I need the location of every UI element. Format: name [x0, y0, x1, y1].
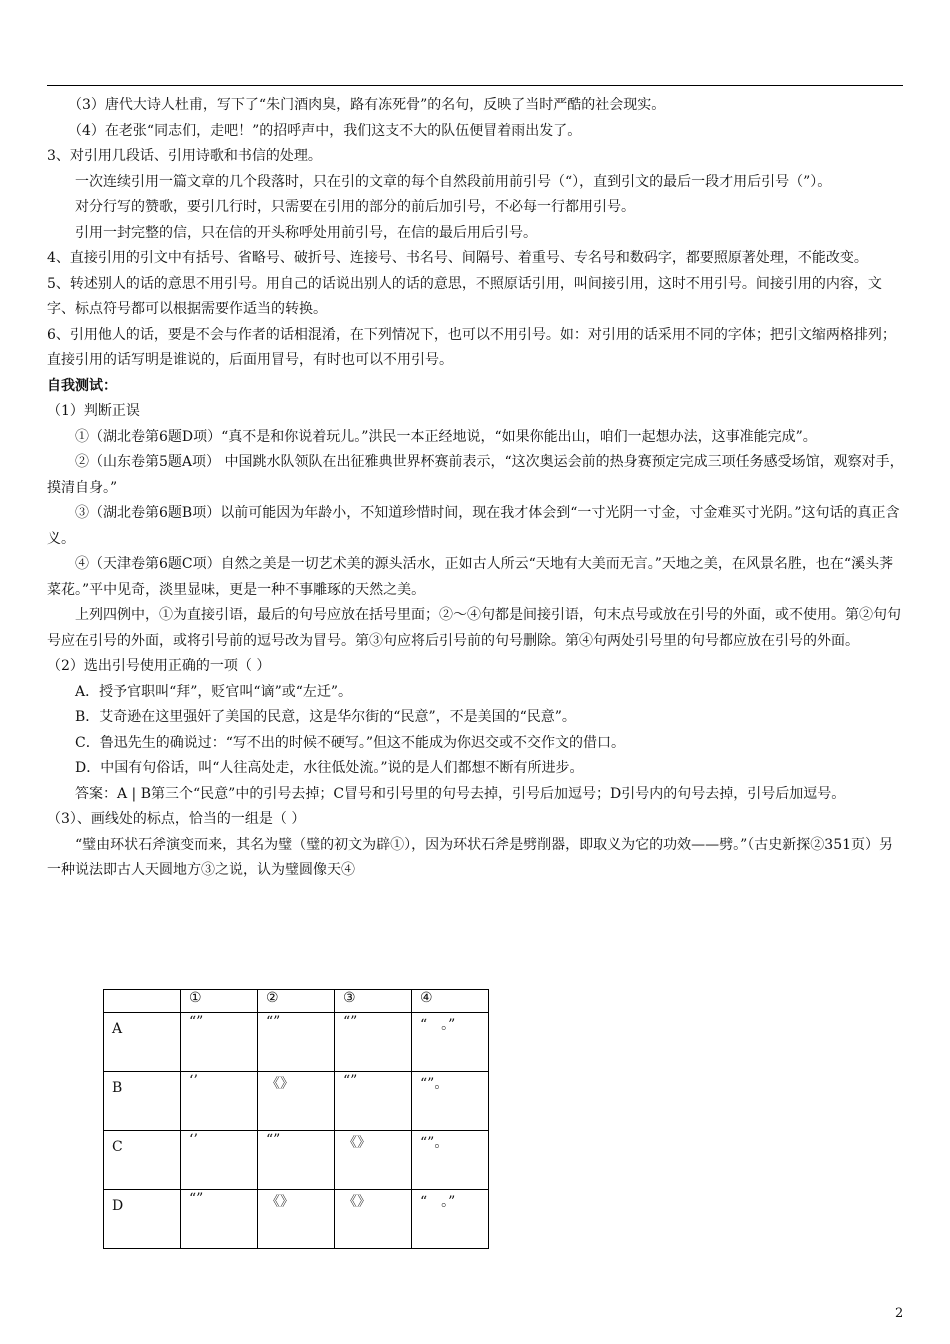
example-4: （4）在老张“同志们，走吧！”的招呼声中，我们这支不大的队伍便冒着雨出发了。: [68, 122, 582, 139]
q1-item-4: ④（天津卷第6题C项）自然之美是一切艺术美的源头活水，正如古人所云“天地有大美而无言。”天地之美，在风景名胜，也在“溪头荠菜花。”平中见奇，淡里显味，更是一种不事雕琢的天然之美。: [47, 556, 894, 598]
self-test-heading: 自我测试：: [47, 377, 117, 394]
table-header-cell: ①: [181, 990, 258, 1013]
table-header-row: [104, 990, 489, 1013]
paragraph-multi-segment: 一次连续引用一篇文章的几个段落时，只在引的文章的每个自然段前用前引号（“），直到引文的最后一段才用后引号（”）。: [75, 173, 832, 190]
table-cell: “”: [181, 1190, 258, 1249]
table-cell: 《》: [258, 1190, 335, 1249]
document-body: [47, 93, 905, 884]
q1-item-2: ②（山东卷第5题A项） 中国跳水队领队在出征雅典世界杯赛前表示，“这次奥运会前的热身赛预定完成三项任务感受场馆，观察对手，摸清自身。”: [47, 454, 904, 496]
table-header-cell: ③: [335, 990, 412, 1013]
table-cell: ‘’: [181, 1072, 258, 1131]
section-5: 5、转述别人的话的意思不用引号。用自己的话说出别人的话的意思，不照原话引用，叫间接引用，这时不用引号。间接引用的内容，文字、标点符号都可以根据需要作适当的转换。: [47, 275, 882, 317]
q1-explanation: 上列四例中，①为直接引语，最后的句号应放在括号里面；②～④句都是间接引语，句末点号或放在引号的外面，或不使用。第②句句号应在引号的外面，或将引号前的逗号改为冒号。第③句应将后引号前的句号删除。第④句两处引号里的句号都应放在引号的外面。: [47, 607, 901, 649]
table-header-cell: ④: [412, 990, 489, 1013]
header-rule: [47, 85, 903, 86]
table-header-cell: [104, 990, 181, 1013]
table-row: [104, 1072, 489, 1131]
row-label: B: [104, 1072, 181, 1131]
table-cell: “”: [335, 1013, 412, 1072]
q2-option-a: A．授予官职叫“拜”，贬官叫“谪”或“左迁”。: [75, 683, 353, 700]
q2-option-b: B．艾奇逊在这里强奸了美国的民意，这是华尔街的“民意”，不是美国的“民意”。: [75, 709, 576, 725]
q2-option-d: D．中国有句俗话，叫“人往高处走，水往低处流。”说的是人们都想不断有所进步。: [75, 760, 584, 776]
q3-passage: “璧由环状石斧演变而来，其名为璧（璧的初文为辟①），因为环状石斧是劈削器，即取义为它的功效——劈。”（古史新探②351页）另一种说法即古人天圆地方③之说，认为璧圆像天④: [47, 836, 894, 878]
table-cell: “”。: [412, 1131, 489, 1190]
table-cell: ‘’: [181, 1131, 258, 1190]
paragraph-letter: 引用一封完整的信，只在信的开头称呼处用前引号，在信的最后用后引号。: [75, 224, 537, 241]
table-cell: “”。: [412, 1072, 489, 1131]
page-number: 2: [895, 1306, 904, 1321]
row-label: A: [104, 1013, 181, 1072]
q3-heading: （3）、画线处的标点，恰当的一组是（ ）: [47, 811, 306, 827]
table-cell: “”: [258, 1131, 335, 1190]
table-cell: 《》: [335, 1190, 412, 1249]
table-row: [104, 1131, 489, 1190]
table-row: [104, 1013, 489, 1072]
table-cell: “ 。”: [412, 1013, 489, 1072]
table-cell: “”: [181, 1013, 258, 1072]
q1-item-1: ①（湖北卷第6题D项）“真不是和你说着玩儿。”洪民一本正经地说，“如果你能出山，咱们一起想办法，这事准能完成”。: [75, 428, 817, 445]
table-row: [104, 1190, 489, 1249]
section-3-heading: 3、对引用几段话、引用诗歌和书信的处理。: [47, 148, 322, 164]
q2-answer: 答案：A | B第三个“民意”中的引号去掉；C冒号和引号里的句号去掉，引号后加逗号；D引号内的句号去掉，引号后加逗号。: [75, 785, 846, 802]
table-cell: “ 。”: [412, 1190, 489, 1249]
paragraph-poem: 对分行写的赞歌，要引几行时，只需要在引用的部分的前后加引号，不必每一行都用引号。: [75, 199, 635, 215]
row-label: C: [104, 1131, 181, 1190]
example-3: （3）唐代大诗人杜甫，写下了“朱门酒肉臭，路有冻死骨”的名句，反映了当时严酷的社会现实。: [68, 97, 666, 113]
table-cell: 《》: [258, 1072, 335, 1131]
table-cell: “”: [258, 1013, 335, 1072]
table-cell: “”: [335, 1072, 412, 1131]
section-6: 6、引用他人的话，要是不会与作者的话相混淆，在下列情况下，也可以不用引号。如：对引用的话采用不同的字体；把引文缩两格排列；直接引用的话写明是谁说的，后面用冒号，有时也可以不用引号。: [47, 326, 896, 368]
table-header-cell: ②: [258, 990, 335, 1013]
q1-heading: （1）判断正误: [47, 403, 140, 419]
q2-option-c: C．鲁迅先生的确说过：“写不出的时候不硬写。”但这不能成为你迟交或不交作文的借口。: [75, 734, 626, 751]
options-table: [103, 989, 489, 1249]
table-cell: 《》: [335, 1131, 412, 1190]
q2-heading: （2）选出引号使用正确的一项（ ）: [47, 658, 271, 674]
row-label: D: [104, 1190, 181, 1249]
q1-item-3: ③（湖北卷第6题B项）以前可能因为年龄小，不知道珍惜时间，现在我才体会到“一寸光阴一寸金，寸金难买寸光阴。”这句话的真正含义。: [47, 505, 900, 547]
section-4: 4、直接引用的引文中有括号、省略号、破折号、连接号、书名号、间隔号、着重号、专名号和数码字，都要照原著处理，不能改变。: [47, 250, 868, 266]
